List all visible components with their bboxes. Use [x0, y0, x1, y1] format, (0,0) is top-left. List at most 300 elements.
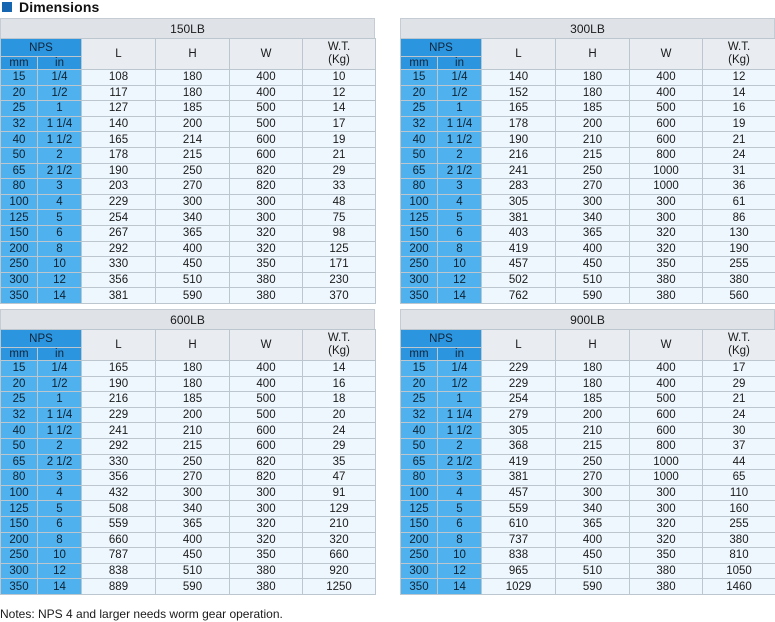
w-cell: 600 [230, 423, 303, 439]
wt-unit-label: (Kg) [328, 54, 350, 66]
h-cell: 400 [156, 532, 230, 548]
table-row [1, 407, 376, 423]
nps-in-cell: 4 [438, 485, 482, 501]
nps-in-cell: 1 [438, 101, 482, 117]
wt-cell: 380 [703, 532, 775, 548]
wt-cell: 75 [303, 210, 376, 226]
w-cell: 600 [230, 132, 303, 148]
wt-cell: 210 [303, 516, 376, 532]
table-row [401, 163, 775, 179]
nps-in-cell: 1 [38, 392, 82, 408]
l-cell: 356 [82, 272, 156, 288]
h-cell: 180 [556, 376, 630, 392]
table-row [1, 194, 376, 210]
table-row [1, 361, 376, 377]
title-bullet-icon [2, 2, 12, 12]
h-cell: 300 [556, 194, 630, 210]
wt-cell: 14 [303, 361, 376, 377]
wt-cell: 255 [703, 257, 775, 273]
nps-mm-cell: 350 [401, 288, 438, 304]
table-row [401, 210, 775, 226]
nps-mm-cell: 200 [1, 532, 38, 548]
nps-in-cell: 3 [38, 179, 82, 195]
h-cell: 180 [556, 361, 630, 377]
nps-in-cell: 1/2 [38, 376, 82, 392]
pressure-class-caption: 150LB [0, 18, 375, 38]
wt-cell: 61 [703, 194, 775, 210]
wt-header [703, 39, 775, 70]
l-cell: 267 [82, 225, 156, 241]
table-row [1, 485, 376, 501]
h-header: H [156, 330, 230, 361]
nps-in-cell: 1/4 [438, 70, 482, 86]
pressure-class-caption: 600LB [0, 309, 375, 329]
h-cell: 180 [156, 85, 230, 101]
h-cell: 215 [556, 147, 630, 163]
table-row [401, 288, 775, 304]
wt-unit-label: (Kg) [328, 345, 350, 357]
l-cell: 368 [482, 438, 556, 454]
l-cell: 190 [82, 376, 156, 392]
table-row [401, 225, 775, 241]
h-cell: 200 [556, 116, 630, 132]
wt-cell: 21 [703, 392, 775, 408]
h-header: H [556, 39, 630, 70]
nps-header: NPS [401, 39, 482, 57]
nps-mm-cell: 50 [1, 438, 38, 454]
h-cell: 590 [156, 288, 230, 304]
table-row [1, 147, 376, 163]
wt-cell: 24 [303, 423, 376, 439]
w-cell: 500 [630, 392, 703, 408]
wt-cell: 35 [303, 454, 376, 470]
h-cell: 340 [156, 210, 230, 226]
table-row [401, 116, 775, 132]
h-cell: 400 [556, 532, 630, 548]
nps-mm-cell: 32 [401, 407, 438, 423]
nps-in-cell: 14 [38, 288, 82, 304]
table-row [1, 85, 376, 101]
wt-cell: 17 [703, 361, 775, 377]
nps-in-cell: 4 [38, 194, 82, 210]
l-cell: 965 [482, 563, 556, 579]
mm-header: mm [401, 57, 438, 70]
w-cell: 320 [230, 532, 303, 548]
l-header: L [82, 330, 156, 361]
table-row [1, 225, 376, 241]
nps-mm-cell: 40 [1, 423, 38, 439]
in-header: in [38, 57, 82, 70]
nps-in-cell: 1 1/4 [38, 407, 82, 423]
table-row [1, 470, 376, 486]
nps-mm-cell: 80 [401, 470, 438, 486]
table-row [401, 532, 775, 548]
nps-in-cell: 1 1/2 [38, 423, 82, 439]
l-cell: 737 [482, 532, 556, 548]
nps-mm-cell: 65 [1, 163, 38, 179]
nps-mm-cell: 15 [1, 70, 38, 86]
section-title-text: Dimensions [19, 0, 100, 15]
wt-cell: 14 [303, 101, 376, 117]
wt-cell: 129 [303, 501, 376, 517]
table-row [401, 579, 775, 595]
nps-in-cell: 8 [38, 532, 82, 548]
nps-mm-cell: 125 [401, 501, 438, 517]
w-cell: 320 [630, 516, 703, 532]
w-cell: 300 [630, 485, 703, 501]
h-cell: 340 [156, 501, 230, 517]
wt-header [703, 330, 775, 361]
nps-mm-cell: 40 [401, 423, 438, 439]
nps-in-cell: 1 1/4 [438, 407, 482, 423]
w-cell: 400 [630, 376, 703, 392]
nps-in-cell: 14 [438, 288, 482, 304]
wt-cell: 160 [703, 501, 775, 517]
nps-mm-cell: 300 [401, 563, 438, 579]
nps-in-cell: 5 [38, 210, 82, 226]
l-cell: 127 [82, 101, 156, 117]
nps-mm-cell: 125 [401, 210, 438, 226]
l-cell: 502 [482, 272, 556, 288]
wt-cell: 16 [703, 101, 775, 117]
l-cell: 229 [82, 194, 156, 210]
wt-cell: 660 [303, 548, 376, 564]
wt-header [303, 330, 376, 361]
w-cell: 400 [230, 361, 303, 377]
l-cell: 190 [482, 132, 556, 148]
nps-in-cell: 2 1/2 [438, 163, 482, 179]
w-header: W [230, 39, 303, 70]
table-row [401, 272, 775, 288]
table-row [1, 101, 376, 117]
wt-cell: 10 [303, 70, 376, 86]
table-row [1, 563, 376, 579]
w-header: W [630, 39, 703, 70]
l-cell: 559 [82, 516, 156, 532]
l-cell: 330 [82, 257, 156, 273]
wt-cell: 920 [303, 563, 376, 579]
nps-mm-cell: 80 [1, 179, 38, 195]
table-row [401, 194, 775, 210]
l-cell: 305 [482, 423, 556, 439]
h-cell: 200 [556, 407, 630, 423]
w-cell: 400 [630, 361, 703, 377]
table-row [1, 392, 376, 408]
w-cell: 600 [230, 147, 303, 163]
h-cell: 510 [556, 272, 630, 288]
wt-cell: 37 [703, 438, 775, 454]
wt-cell: 370 [303, 288, 376, 304]
nps-mm-cell: 150 [1, 516, 38, 532]
nps-header: NPS [1, 39, 82, 57]
h-cell: 270 [156, 179, 230, 195]
l-cell: 178 [82, 147, 156, 163]
l-cell: 889 [82, 579, 156, 595]
table-row [401, 485, 775, 501]
nps-mm-cell: 32 [1, 116, 38, 132]
l-cell: 660 [82, 532, 156, 548]
w-cell: 500 [230, 116, 303, 132]
nps-mm-cell: 65 [401, 163, 438, 179]
nps-in-cell: 8 [38, 241, 82, 257]
w-header: W [630, 330, 703, 361]
nps-in-cell: 14 [438, 579, 482, 595]
wt-cell: 560 [703, 288, 775, 304]
nps-mm-cell: 250 [1, 548, 38, 564]
l-cell: 203 [82, 179, 156, 195]
table-row [401, 407, 775, 423]
dimension-table [400, 329, 775, 595]
h-cell: 300 [156, 194, 230, 210]
wt-cell: 19 [303, 132, 376, 148]
nps-mm-cell: 80 [401, 179, 438, 195]
w-cell: 820 [230, 470, 303, 486]
w-cell: 380 [630, 288, 703, 304]
nps-in-cell: 2 [438, 438, 482, 454]
nps-mm-cell: 32 [401, 116, 438, 132]
table-row [401, 501, 775, 517]
w-cell: 1000 [630, 163, 703, 179]
w-cell: 400 [630, 70, 703, 86]
table-900lb [400, 309, 775, 595]
wt-cell: 255 [703, 516, 775, 532]
table-row [1, 548, 376, 564]
l-cell: 292 [82, 438, 156, 454]
h-cell: 590 [556, 579, 630, 595]
h-cell: 365 [156, 225, 230, 241]
h-cell: 590 [556, 288, 630, 304]
nps-mm-cell: 50 [401, 147, 438, 163]
w-cell: 380 [630, 272, 703, 288]
wt-cell: 16 [303, 376, 376, 392]
h-cell: 185 [556, 392, 630, 408]
wt-header-label: W.T. [327, 332, 351, 344]
h-cell: 510 [156, 272, 230, 288]
table-row [1, 376, 376, 392]
l-cell: 190 [82, 163, 156, 179]
h-cell: 185 [556, 101, 630, 117]
l-cell: 381 [482, 210, 556, 226]
w-cell: 800 [630, 147, 703, 163]
l-cell: 356 [82, 470, 156, 486]
w-cell: 600 [230, 438, 303, 454]
l-cell: 403 [482, 225, 556, 241]
wt-cell: 171 [303, 257, 376, 273]
nps-mm-cell: 20 [1, 376, 38, 392]
w-cell: 320 [230, 516, 303, 532]
wt-cell: 1460 [703, 579, 775, 595]
w-cell: 600 [630, 407, 703, 423]
h-cell: 270 [556, 179, 630, 195]
l-cell: 432 [82, 485, 156, 501]
nps-in-cell: 6 [438, 516, 482, 532]
nps-in-cell: 1 1/4 [38, 116, 82, 132]
w-cell: 300 [630, 501, 703, 517]
nps-in-cell: 12 [438, 272, 482, 288]
wt-cell: 12 [703, 70, 775, 86]
w-cell: 380 [230, 288, 303, 304]
h-cell: 250 [156, 163, 230, 179]
l-header: L [82, 39, 156, 70]
footnote: Notes: NPS 4 and larger needs worm gear operation. [0, 607, 283, 621]
table-row [1, 257, 376, 273]
w-cell: 400 [230, 85, 303, 101]
wt-cell: 31 [703, 163, 775, 179]
section-title [2, 0, 99, 14]
nps-in-cell: 5 [438, 501, 482, 517]
w-cell: 380 [630, 579, 703, 595]
w-cell: 380 [230, 272, 303, 288]
table-row [401, 361, 775, 377]
w-cell: 350 [230, 548, 303, 564]
l-cell: 165 [482, 101, 556, 117]
nps-in-cell: 8 [438, 241, 482, 257]
nps-in-cell: 1 1/2 [438, 132, 482, 148]
w-cell: 820 [230, 454, 303, 470]
pressure-class-caption: 900LB [400, 309, 775, 329]
table-300lb [400, 18, 775, 304]
w-cell: 800 [630, 438, 703, 454]
h-cell: 210 [556, 423, 630, 439]
nps-in-cell: 12 [438, 563, 482, 579]
l-cell: 229 [482, 361, 556, 377]
h-cell: 180 [156, 376, 230, 392]
nps-mm-cell: 100 [1, 194, 38, 210]
h-cell: 180 [156, 70, 230, 86]
w-cell: 320 [630, 532, 703, 548]
l-cell: 254 [82, 210, 156, 226]
table-row [401, 101, 775, 117]
table-row [1, 210, 376, 226]
wt-cell: 125 [303, 241, 376, 257]
wt-cell: 98 [303, 225, 376, 241]
wt-cell: 380 [703, 272, 775, 288]
nps-in-cell: 5 [38, 501, 82, 517]
table-row [401, 147, 775, 163]
l-cell: 457 [482, 257, 556, 273]
nps-in-cell: 4 [438, 194, 482, 210]
w-cell: 350 [630, 548, 703, 564]
mm-header: mm [1, 57, 38, 70]
h-cell: 210 [556, 132, 630, 148]
w-cell: 400 [230, 70, 303, 86]
l-cell: 229 [82, 407, 156, 423]
nps-in-cell: 10 [38, 257, 82, 273]
table-row [1, 288, 376, 304]
l-cell: 610 [482, 516, 556, 532]
mm-header: mm [1, 348, 38, 361]
h-cell: 340 [556, 501, 630, 517]
h-cell: 270 [156, 470, 230, 486]
h-cell: 400 [156, 241, 230, 257]
l-cell: 381 [82, 288, 156, 304]
l-cell: 241 [82, 423, 156, 439]
nps-in-cell: 1 1/2 [38, 132, 82, 148]
h-cell: 215 [156, 438, 230, 454]
nps-in-cell: 1/4 [38, 70, 82, 86]
h-cell: 450 [156, 257, 230, 273]
w-cell: 600 [630, 116, 703, 132]
l-cell: 165 [82, 132, 156, 148]
w-cell: 320 [630, 241, 703, 257]
table-row [401, 257, 775, 273]
wt-header-label: W.T. [327, 41, 351, 53]
h-cell: 510 [556, 563, 630, 579]
wt-cell: 230 [303, 272, 376, 288]
nps-mm-cell: 20 [1, 85, 38, 101]
mm-header: mm [401, 348, 438, 361]
nps-mm-cell: 25 [1, 392, 38, 408]
nps-mm-cell: 200 [1, 241, 38, 257]
wt-cell: 91 [303, 485, 376, 501]
w-cell: 1000 [630, 454, 703, 470]
table-row [401, 70, 775, 86]
wt-unit-label: (Kg) [728, 345, 750, 357]
nps-in-cell: 2 [38, 147, 82, 163]
nps-mm-cell: 250 [401, 257, 438, 273]
nps-mm-cell: 65 [401, 454, 438, 470]
w-cell: 300 [630, 210, 703, 226]
nps-mm-cell: 32 [1, 407, 38, 423]
nps-in-cell: 2 1/2 [38, 454, 82, 470]
w-cell: 350 [230, 257, 303, 273]
table-row [1, 423, 376, 439]
h-cell: 200 [156, 407, 230, 423]
dimension-table [0, 329, 376, 595]
nps-mm-cell: 100 [1, 485, 38, 501]
nps-in-cell: 1/2 [38, 85, 82, 101]
table-600lb [0, 309, 375, 595]
h-cell: 200 [156, 116, 230, 132]
l-header: L [482, 39, 556, 70]
l-cell: 838 [482, 548, 556, 564]
nps-mm-cell: 25 [1, 101, 38, 117]
table-row [401, 454, 775, 470]
nps-in-cell: 2 [438, 147, 482, 163]
w-cell: 500 [230, 101, 303, 117]
w-cell: 600 [630, 423, 703, 439]
table-row [1, 132, 376, 148]
l-cell: 292 [82, 241, 156, 257]
h-cell: 365 [556, 516, 630, 532]
nps-mm-cell: 25 [401, 392, 438, 408]
wt-cell: 320 [303, 532, 376, 548]
nps-in-cell: 14 [38, 579, 82, 595]
wt-cell: 33 [303, 179, 376, 195]
wt-cell: 24 [703, 407, 775, 423]
nps-mm-cell: 350 [1, 579, 38, 595]
nps-mm-cell: 350 [401, 579, 438, 595]
table-row [1, 454, 376, 470]
w-cell: 320 [630, 225, 703, 241]
w-cell: 500 [630, 101, 703, 117]
wt-cell: 17 [303, 116, 376, 132]
l-cell: 165 [82, 361, 156, 377]
nps-header: NPS [401, 330, 482, 348]
l-cell: 1029 [482, 579, 556, 595]
w-cell: 320 [230, 241, 303, 257]
l-cell: 216 [82, 392, 156, 408]
h-cell: 365 [156, 516, 230, 532]
l-cell: 305 [482, 194, 556, 210]
h-cell: 450 [556, 257, 630, 273]
w-cell: 300 [230, 210, 303, 226]
nps-mm-cell: 250 [1, 257, 38, 273]
table-row [401, 179, 775, 195]
wt-cell: 48 [303, 194, 376, 210]
w-cell: 320 [230, 225, 303, 241]
nps-in-cell: 10 [438, 548, 482, 564]
